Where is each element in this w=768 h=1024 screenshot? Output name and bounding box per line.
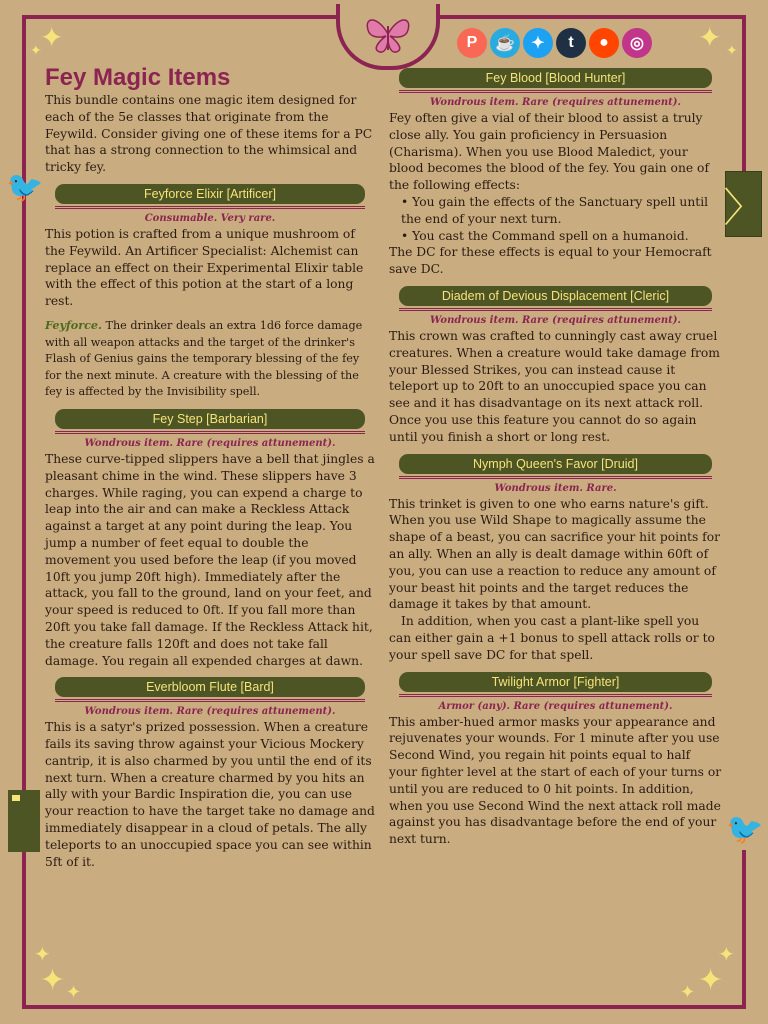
item-title-bar: Feyforce Elixir [Artificer]	[55, 184, 365, 204]
left-column-items	[45, 184, 375, 870]
reddit-icon[interactable]: ●	[589, 28, 619, 58]
item-description: These curve-tipped slippers have a bell that jingles a pleasant chime in the wind. These slippers have 3 charges. While raging, you can expend a charge to leap into the air and can make a Reckless Attack against a target at any point during the leap. You jump a number of feet equal to double the movement you used before the leap (if you moved 10ft you jump 20ft high). Immediately after the attack, you fall to the ground, land on your feet, and your speed is reduced to 0ft. If you fall more than 20ft you take fall damage. If the Reckless Attack hit, the creature falls 120ft and does not take fall damage. You regain all expended charges at dawn.	[45, 451, 375, 668]
item-title-bar: Twilight Armor [Fighter]	[399, 672, 712, 692]
item-description: This amber-hued armor masks your appearance and rejuvenates your wounds. For 1 minute after you use Second Wind, you regain hit points equal to half your fighter level at the start of each of your turns or until you are reduced to 0 hit points. In addition, when you use Second Wind the next attack roll made against you has disadvantage before the end of your next turn.	[389, 714, 722, 847]
bird-icon: 🐦	[6, 170, 44, 205]
sparkle-icon: ✦	[718, 942, 735, 966]
item-description: The DC for these effects is equal to your Hemocraft save DC.	[389, 245, 712, 277]
sparkle-icon: ✦	[698, 963, 724, 998]
item-subtitle: Wondrous item. Rare.	[494, 482, 617, 494]
item-description: This crown was crafted to cunningly cast away cruel creatures. When a creature would take damage from your Blessed Strikes, you can instead cause it teleport up to 20ft to an unoccupied space you can see and it has disadvantage on its next attack roll. Once you use this feature you cannot do so again until you finish a short or long rest.	[389, 328, 720, 444]
tab-marker	[12, 795, 20, 801]
sparkle-icon: ✦	[680, 982, 696, 1003]
item-title-bar: Everbloom Flute [Bard]	[55, 677, 365, 697]
butterfly-icon	[340, 4, 436, 62]
sparkle-icon: ✦	[40, 21, 64, 54]
item-divider	[399, 694, 712, 697]
page-title: Fey Magic Items	[45, 64, 231, 91]
bird-icon: 🐦	[726, 812, 764, 847]
item-description: This trinket is given to one who earns nature's gift. When you use Wild Shape to magically assume the shape of a beast, you can sacrifice your hit points for an ally. When an ally is dealt damage within 60ft of you, you can use a reaction to reduce any amount of your beast hit points and the target reduces the damage it takes by that amount.	[389, 496, 720, 612]
sparkle-icon: ✦	[40, 963, 66, 998]
kofi-icon[interactable]: ☕	[490, 28, 520, 58]
item-bullet: • You cast the Command spell on a humanoid.	[401, 228, 689, 243]
social-links	[457, 28, 652, 58]
item-bullet: • You gain the effects of the Sanctuary spell until the end of your next turn.	[401, 194, 709, 226]
item-divider	[55, 699, 365, 702]
intro-paragraph: This bundle contains one magic item designed for each of the 5e classes that originate from the Feywild. Consider giving one of these items for a PC that has a strong connection to the whimsical and tricky fey.	[45, 93, 373, 175]
frame-bottom-border	[22, 1005, 746, 1009]
butterfly-medallion	[336, 4, 440, 70]
item-subtitle: Wondrous item. Rare (requires attunement).	[430, 314, 681, 326]
item-title-bar: Fey Step [Barbarian]	[55, 409, 365, 429]
right-column	[389, 68, 722, 848]
item-description: In addition, when you cast a plant-like spell you can either gain a +1 bonus to spell attack rolls or to your spell save DC for that spell.	[389, 614, 715, 662]
item-divider	[55, 431, 365, 434]
item-title-bar: Fey Blood [Blood Hunter]	[399, 68, 712, 88]
item-divider	[55, 206, 365, 209]
sparkle-icon: ✦	[34, 942, 51, 966]
frame-right-border	[742, 15, 746, 172]
item-description: This potion is crafted from a unique mushroom of the Feywild. An Artificer Specialist: Alchemist can replace an effect on their Experimental Elixir table with the effect of this potion at the start of a long rest.	[45, 226, 364, 309]
twitter-icon[interactable]: ✦	[523, 28, 553, 58]
item-divider	[399, 308, 712, 311]
item-feature-note	[45, 317, 375, 401]
item-divider	[399, 476, 712, 479]
item-subtitle: Armor (any). Rare (requires attunement).	[438, 700, 673, 712]
right-column-items	[389, 68, 722, 848]
chevron-right-icon: 〉	[723, 184, 764, 231]
item-description: This is a satyr's prized possession. When a creature fails its saving throw against your Vicious Mockery cantrip, it is also charmed by you until the end of its next turn. When a creature charmed by you hits an ally with your Bardic Inspiration die, you can use your reaction to have the target take no damage and immediately disappear in a cloud of petals. The ally teleports to an unoccupied space you can see within 5ft of it.	[45, 720, 375, 869]
feature-label: Feyforce.	[45, 317, 102, 332]
next-page-tab[interactable]	[725, 171, 762, 237]
tumblr-icon[interactable]: t	[556, 28, 586, 58]
left-column	[45, 64, 375, 870]
item-subtitle: Wondrous item. Rare (requires attunement).	[430, 97, 681, 108]
item-divider	[399, 90, 712, 93]
instagram-icon[interactable]: ◎	[622, 28, 652, 58]
patreon-icon[interactable]: P	[457, 28, 487, 58]
item-title-bar: Diadem of Devious Displacement [Cleric]	[399, 286, 712, 306]
frame-right-border-lower	[742, 850, 746, 1009]
sparkle-icon: ✦	[30, 43, 42, 59]
item-subtitle: Wondrous item. Rare (requires attunement).	[84, 706, 336, 718]
sparkle-icon: ✦	[726, 43, 738, 59]
item-title-bar: Nymph Queen's Favor [Druid]	[399, 454, 712, 474]
feature-text: The drinker deals an extra 1d6 force damage with all weapon attacks and the target of the drinker's Flash of Genius gains the temporary blessing of the fey for the next minute. A creature with the blessing of the fey is affected by the Invisibility spell.	[45, 318, 363, 399]
item-subtitle: Consumable. Very rare.	[144, 212, 276, 224]
item-subtitle: Wondrous item. Rare (requires attunement).	[84, 437, 336, 449]
item-description: Fey often give a vial of their blood to assist a truly close ally. You gain proficiency in Persuasion (Charisma). When you use Blood Maledict, your blood becomes the blood of the fey. You gain one of the following effects:	[389, 111, 710, 193]
sparkle-icon: ✦	[66, 982, 82, 1003]
sparkle-icon: ✦	[698, 21, 722, 54]
page-side-tab[interactable]	[8, 790, 40, 852]
frame-left-border	[22, 15, 26, 1009]
